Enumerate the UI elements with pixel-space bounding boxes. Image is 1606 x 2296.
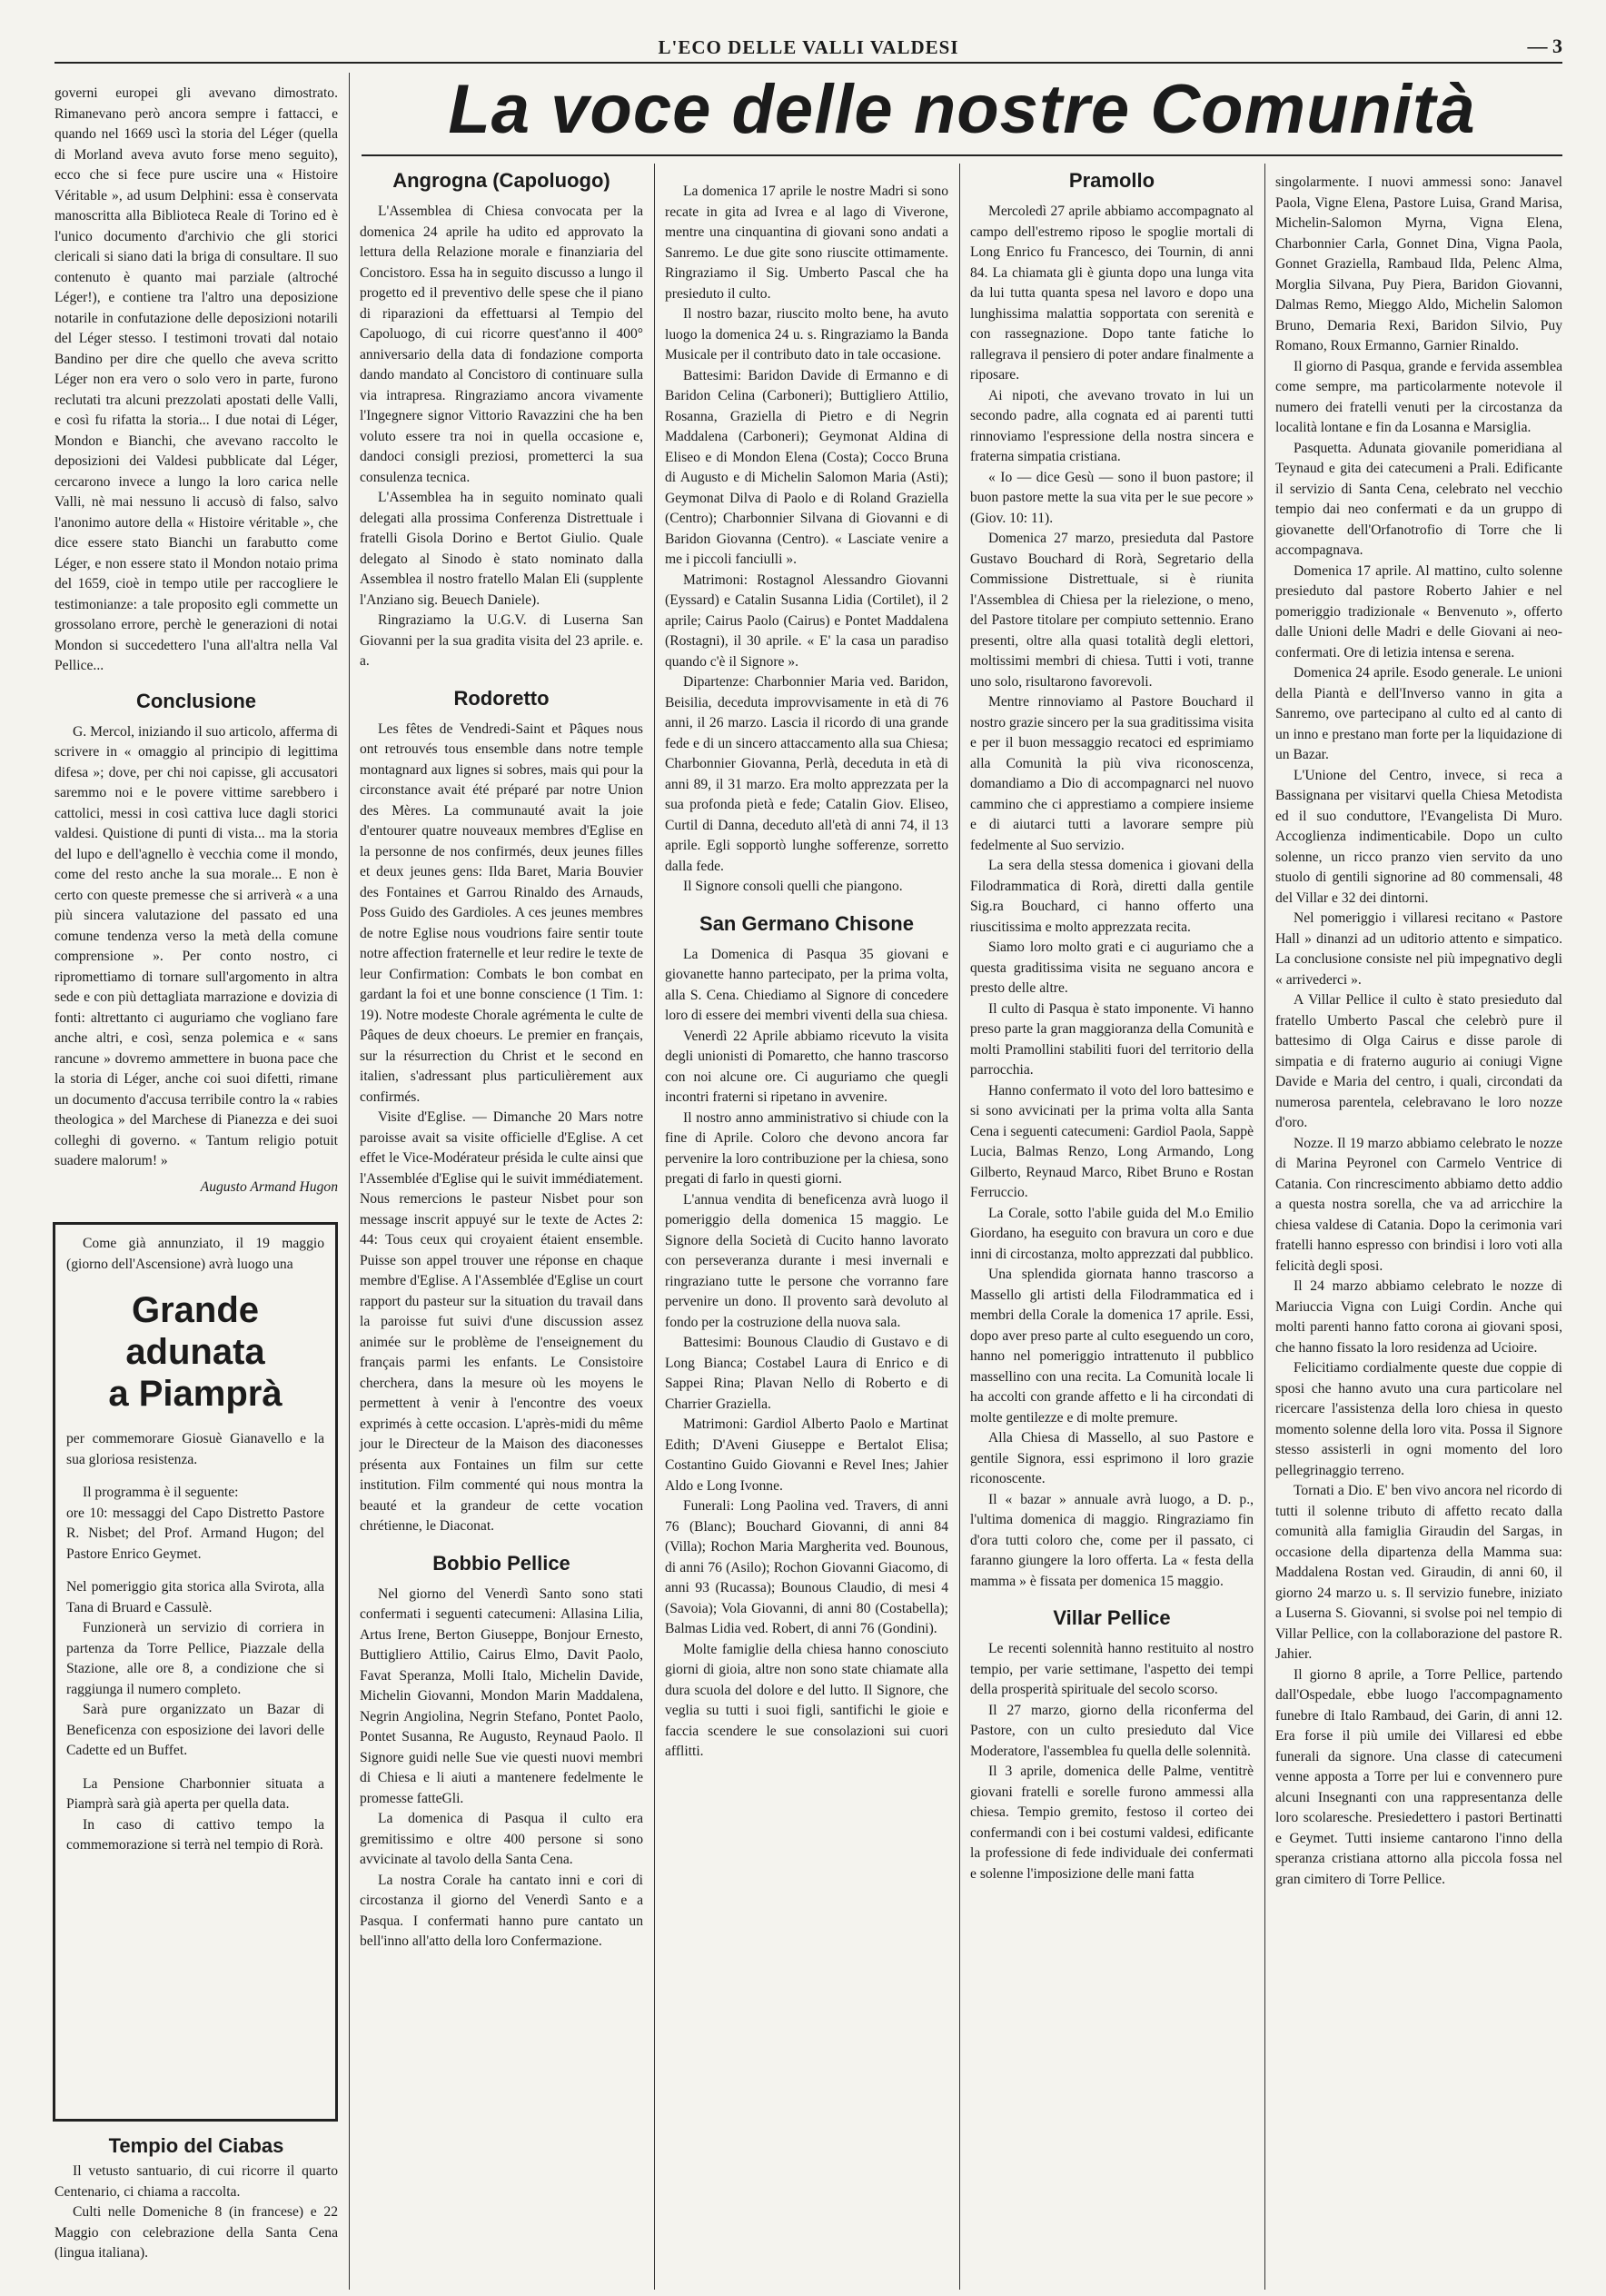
article-text: A Villar Pellice il culto è stato presieduto dal fratello Umberto Pascal che celebrò pure il battesimo di Olga Cairus e disse parole di simpatia e di fraterno augurio ai coniugi Vigne Davide e Maria del centro, i quali, circondati da numerosa parentela, celebravano le loro nozze d'oro. xyxy=(1275,992,1562,1130)
article-text: Il giorno 8 aprile, a Torre Pellice, partendo dall'Ospedale, ebbe luogo l'accompagnamento funebre di Italo Rambaud, dei Garin, di anni 12. Era forse il più umile dei Villaresi ed ebbe funerali da signore. Una classe di catecumeni venne apposta a Torre per lui e convennero pure alcuni Insegnanti con una rappresentanza delle loro scolaresche. Presiedettero i pastori Bertinatti e Geymet. Tutti insieme cantarono l'inno della speranza cristiana attorno alla piccola fossa nel gran cimitero di Torre Pellice. xyxy=(1275,1666,1562,1887)
article-text: Mentre rinnoviamo al Pastore Bouchard il nostro grazie sincero per la sua graditissima visita e per il buon messaggio recatoci ed esprimiamo alla Comunità la più viva riconoscenza, domandiamo a Dio di accompagnarci nel nuovo cammino che ci apprestiamo a compiere insieme e di aiutarci tutti a lavorare sempre più fedelmente al Suo servizio. xyxy=(970,694,1254,853)
article-text: L'Unione del Centro, invece, si reca a Bassignana per visitarvi quella Chiesa Metodista ed il suo conduttore, l'Evangelista Di Muro. Accoglienza indimenticabile. Dopo un culto solenne, un ricco pranzo vien servito da uno stuolo di gentili signorine ad 80 commensali, 48 del Villar e 32 dei dintorni. xyxy=(1275,767,1562,906)
author-signature: Augusto Armand Hugon xyxy=(200,1178,338,1195)
masthead-rule xyxy=(362,154,1562,156)
article-text: governi europei gli avevano dimostrato. Rimanevano però ancora sempre i fattacci, e quando nel 1669 uscì la storia del Léger (quella di Morland aveva avuto forse meno seguito), ecco che si fece pure uscire una « Histoire Véritable », ad usum Delphini: essa è conservata manoscritta alla Biblioteca Reale di Torino ed è l'unico documento d'archivio che gli storici clericali si siano dati la briga di consultare. Il suo contenuto è quanto mai parziale (altroché Léger!), e contiene tra l'altro una deposizione notarile in confutazione delle deposizioni notarili del Léger stesso. I testimoni trovati dal notaio Bandino per dire che quello che aveva scritto Léger non era vero o solo vero in parte, furono reclutati tra alcuni prezzolati apostati delle Valli, e così fu rifatta la storia... I due notai di Léger, Mondon e Bianchi, che avevano raccolto le deposizioni dei Valdesi pubblicate dal Léger, cercarono invece a lungo la loro carica nelle Valli, nè mai nessuno li accusò di falso, salvo l'anonimo autore della « Histoire véritable », che dice essere stato Bianchi un farabutto come Léger, e non essere stato il Mondon notaio prima del 1659, cioè in tempo utile per raccogliere le testimonianze: a tale proposito egli commette un grossolano errore, perchè le generazioni di notai Mondon si succedettero l'una all'altra nella Val Pellice... xyxy=(55,85,338,673)
column-divider xyxy=(349,73,350,2290)
section-masthead: La voce delle nostre Comunità xyxy=(448,71,1476,148)
article-text: La domenica di Pasqua il culto era gremitissimo e oltre 400 persone si sono avvicinate al tavolo della Santa Cena. xyxy=(360,1811,643,1867)
article-text: Ringraziamo la U.G.V. di Luserna San Giovanni per la sua gradita visita del 23 aprile. e. a. xyxy=(360,612,643,669)
article-text: G. Mercol, iniziando il suo articolo, afferma di scrivere in « omaggio al principio di legittima difesa »; dove, per chi noi capisse, gli accusatori saremmo noi e le povere vittime sarebbero i cattolici, messi in così cattiva luce dagli storici valdesi. Quistione di punti di vista... ma la storia del lupo e dell'agnello è vecchia come il mondo, come del resto anche la sua morale... E non è certo con queste premesse che si arriverà « a una più sincera valutazione del passato ed una comune tendenza verso la metà della comune comprensione ». Per conto nostro, ci ripromettiamo di tornare sull'argomento in altra sede e con più dettagliata marrazione e dovizia di fonti: altrettanto ci auguriamo che vogliano fare anche altri, e così, senza polemica e « sans rancune » dovremo ammettere in buona pace che la storia di Léger, anche coi suoi difetti, rimane un documento d'accusa terribile contro la « rabies theologica » del Marchese di Pianezza e dei suoi colleghi di governo. « Tantum religio potuit suadere malorum! » xyxy=(55,723,338,1168)
article-text: Il culto di Pasqua è stato imponente. Vi hanno preso parte la gran maggioranza della Comunità e molti Pramollini stabiliti fuori del territorio della parrocchia. xyxy=(970,1000,1254,1078)
article-text: Molte famiglie della chiesa hanno conosciuto giorni di gioia, altre non sono state chiamate alla dura scuola del dolore e del lutto. Il Signore, che veglia su tutti i suoi figli, santifichi le gioie e faccia scendere le sue consolazioni sui cuori afflitti. xyxy=(665,1641,948,1759)
announcement-text: Funzionerà un servizio di corriera in partenza da Torre Pellice, Piazzale della Stazione, alle ore 8, a condizione che si raggiunga il numero completo. xyxy=(66,1620,324,1697)
section-heading: San Germano Chisone xyxy=(699,911,914,935)
article-text: Dipartenze: Charbonnier Maria ved. Baridon, Beisilia, deceduta improvvisamente in età di 76 anni, il 26 marzo. Lascia il ricordo di una grande fede e di un sincero attaccamento alla sua Chiesa; Charbonnier Giovanna, Perlà, deceduta in età di anni 89, il 31 marzo. Era molto apprezzata per la sua profonda pietà e fede; Catalin Giov. Eliseo, Curtil di Danna, deceduto all'età di anni 74, il 13 aprile. Egli sopportò lunghe sofferenze, sorretto dalla fede. xyxy=(665,674,948,874)
section-heading: Rodoretto xyxy=(453,686,550,710)
column-4 xyxy=(970,164,1254,2290)
article-text: Domenica 17 aprile. Al mattino, culto solenne presieduto dal pastore Roberto Jahier e nel pomeriggio tradizionale « Benvenuto », offerto dalle Unioni delle Madri e delle Giovani ai neo-confermati. Ore di letizia intensa e serena. xyxy=(1275,562,1562,661)
article-text: Una splendida giornata hanno trascorso a Massello gli artisti della Filodrammatica ed i membri della Corale la domenica 17 aprile. Essi, dopo aver preso parte al culto eseguendo un coro, hanno nel pomeriggio intrattenuto il pubblico massellino con una recita. La Comunità locale li ha accolti con grande affetto e li ha circondati di molte gentilezze e di molte premure. xyxy=(970,1267,1254,1426)
article-text: Mercoledì 27 aprile abbiamo accompagnato al campo dell'estremo riposo le spoglie mortali di Long Enrico fu Francesco, dei Tournin, di anni 84. La chiamata gli è giunta dopo una lunga vita da lui tutta quanta spesa nel lavoro e dopo una lunghissima malattia sopportata con serenità e con rassegnazione. Dopo tante fatiche lo rallegrava il pensiero di poter andare finalmente a riposare. xyxy=(970,204,1254,383)
column-divider xyxy=(959,164,960,2290)
tempio-section xyxy=(55,2131,338,2276)
article-text: Tornati a Dio. E' ben vivo ancora nel ricordo di tutti il solenne tributo di affetto recato dalla comunità alla famiglia Giraudin del Sargas, in occasione della dipartenza della Mamma sua: Maddalena Rostan ved. Giraudin, di anni 60, il giorno 24 marzo u. s. Il servizio funebre, iniziato a Luserna S. Giovanni, si svolse poi nel tempio di Villar Pellice, con la collaborazione del pastore R. Jahier. xyxy=(1275,1483,1562,1662)
section-heading: Tempio del Ciabas xyxy=(108,2134,284,2157)
article-text: Il 24 marzo abbiamo celebrato le nozze di Mariuccia Vigna con Luigi Cordin. Anche qui molti parenti hanno fatto corona ai giovani sposi, che hanno fissato la loro residenza ad Ucioire. xyxy=(1275,1278,1562,1356)
section-heading: Conclusione xyxy=(135,689,256,712)
article-text: Ai nipoti, che avevano trovato in lui un secondo padre, alla cognata ed ai parenti tutti rinnoviamo l'espressione della nostra sincera e fraterna simpatia cristiana. xyxy=(970,387,1254,464)
article-text: Nel pomeriggio i villaresi recitano « Pastore Hall » dinanzi ad un uditorio attento e simpatico. La conclusione consiste nel più impegnativo degli « arrivederci ». xyxy=(1275,910,1562,988)
section-heading: Pramollo xyxy=(1068,169,1155,192)
section-heading: Villar Pellice xyxy=(1053,1606,1171,1629)
headline-line: a Piamprà xyxy=(108,1374,283,1414)
article-text: Battesimi: Baridon Davide di Ermanno e di Baridon Celina (Carboneri); Buttigliero Attilio, Rosanna, Graziella di Pietro e di Negrin Maddalena (Carboneri); Geymonat Aldina di Eliseo e di Mondon Elena (Costa); Cocco Bruna di Augusto e di Michelin Salomon Maria (Asti); Geymonat Dilva di Paolo e di Roland Graziella (Centro); Charbonnier Silvana di Giovanni e di Baridon Giovanna (Centro). « Lasciate venire a me i piccoli fanciulli ». xyxy=(665,367,948,567)
announcement-text: Sarà pure organizzato un Bazar di Beneficenza con esposizione dei lavori delle Cadette ed un Buffet. xyxy=(66,1702,324,1758)
article-text: La Domenica di Pasqua 35 giovani e giovanette hanno partecipato, per la prima volta, alla S. Cena. Chiediamo al Signore di concedere loro di essere dei membri viventi della sua chiesa. xyxy=(665,946,948,1023)
article-text: Les fêtes de Vendredi-Saint et Pâques nous ont retrouvés tous ensemble dans notre temple montagnard aux lignes si sobres, mais qui pour la circonstance avait été préparé par notre Union des Mères. La communauté avait la joie d'entourer quatre nouveaux membres d'Eglise en la personne de nos confirmés, deux jeunes filles et deux jeunes gens: Ilda Baret, Maria Bouvier des Fontaines et Garrou Rinaldo des Arnauds, Poss Guido des Gardioles. A ces jeunes membres de notre Eglise nous voudrions faire sentir toute notre affection fraternelle et leur redire le texte de leur Confirmation: Combats le bon combat en gardant la foi et une bonne conscience (1 Tim. 1: 19). Notre modeste Chorale agrémenta le culte de Pâques de deux choeurs. Le premier en français, sur la résurrection du Christ et le second en italien, s'adressant plus particulièrement aux confirmés. xyxy=(360,721,643,1105)
article-text: La sera della stessa domenica i giovani della Filodrammatica di Rorà, diretti dalla gentile Sig.ra Bouchard, ci hanno offerto una riuscitissima e molto apprezzata recita. xyxy=(970,858,1254,935)
section-heading: Angrogna (Capoluogo) xyxy=(392,169,610,192)
announcement-intro: Come già annunziato, il 19 maggio (giorno dell'Ascensione) avrà luogo una xyxy=(66,1236,324,1272)
article-text: Venerdì 22 Aprile abbiamo ricevuto la visita degli unionisti di Pomaretto, che hanno trascorso con noi alcune ore. Ci auguriamo che quegli incontri fraterni si ripetano in avvenire. xyxy=(665,1028,948,1105)
article-text: Il « bazar » annuale avrà luogo, a D. p., l'ultima domenica di maggio. Ringraziamo fin d'ora tutti coloro che, come per il passato, ci faranno giungere la loro offerta. La « festa della mamma » è fissata per domenica 15 maggio. xyxy=(970,1491,1254,1589)
article-text: L'Assemblea di Chiesa convocata per la domenica 24 aprile ha udito ed approvato la lettura della Relazione morale e finanziaria del Concistoro. Essa ha in seguito discusso a lungo il progetto ed il preventivo delle spese che il piano di riparazioni da effettuarsi al Tempio del Capoluogo, di cui ricorre quest'anno il 400° anniversario della data di fondazione comporta dando mandato al Concistoro di continuare sulla via intrapresa. Ringraziamo ancora vivamente l'Ingegnere signor Vittorio Ravazzini che ha ben voluto essere tra noi in quella occasione e, dandoci consigli preziosi, prometterci la sua consulenza tecnica. xyxy=(360,204,643,485)
headline-line: Grande adunata xyxy=(125,1290,265,1372)
announcement-box xyxy=(53,1222,338,2122)
article-text: Funerali: Long Paolina ved. Travers, di anni 76 (Blanc); Bouchard Giovanni, di anni 84 (Villa); Rochon Maria Margherita ved. Bounous, di anni 76 (Asilo); Rochon Giovanni Giacomo, di anni 93 (Rucassa); Bounous Claudio, di mesi 4 (Savoia); Vola Giovanni, di anni 80 (Costabella); Balmas Lidia ved. Robert, di anni 76 (Gondini). xyxy=(665,1498,948,1636)
article-text: Il nostro bazar, riuscito molto bene, ha avuto luogo la domenica 24 u. s. Ringraziamo la Banda Musicale per il contributo dato in tale occasione. xyxy=(665,306,948,363)
column-divider xyxy=(654,164,655,2290)
article-text: L'annua vendita di beneficenza avrà luogo il pomeriggio della domenica 15 maggio. Le Signore della Società di Cucito hanno lavorato con perseveranza durante i mesi invernali e ringraziano tutte le persone che vorranno fare pervenire un dono. Il provento sarà devoluto al fondo per la costruzione della nuova sala. xyxy=(665,1191,948,1330)
column-2 xyxy=(360,164,643,2290)
article-text: Battesimi: Bounous Claudio di Gustavo e di Long Bianca; Costabel Laura di Enrico e di Sappei Rina; Plavan Nello di Roberto e di Charrier Graziella. xyxy=(665,1335,948,1412)
article-text: singolarmente. I nuovi ammessi sono: Janavel Paola, Vigne Elena, Pastore Luisa, Grand Marisa, Michelin-Salomon Myrna, Vigna Elena, Charbonnier Carla, Gonnet Dina, Vigna Paola, Gonnet Graziella, Rambaud Ilda, Pelenc Alma, Morglia Silvana, Puy Piera, Baridon Giovanni, Dalmas Remo, Mieggo Aldo, Michelin Salomon Bruno, Demaria Rexi, Baridon Silvio, Puy Romano, Roux Ermanno, Garnier Rinaldo. xyxy=(1275,174,1562,353)
announcement-headline xyxy=(66,1289,324,1415)
article-text: Nozze. Il 19 marzo abbiamo celebrato le nozze di Marina Peyronel con Carmelo Ventrice di Catania. Con rincrescimento abbiamo detto addio a questa nostra sorella, che va ad arricchire la chiesa valdese di Catania. Dopo la cerimonia vari fratelli hanno espresso con brindisi i loro voti alla felicità degli sposi. xyxy=(1275,1135,1562,1274)
article-text: « Io — dice Gesù — sono il buon pastore; il buon pastore mette la sua vita per le sue pecore » (Giov. 10: 11). xyxy=(970,469,1254,526)
article-text: Il vetusto santuario, di cui ricorre il quarto Centenario, ci chiama a raccolta. xyxy=(55,2163,338,2200)
article-text: Le recenti solennità hanno restituito al nostro tempio, per varie settimane, l'aspetto dei tempi della prosperità spirituale del secolo scorso. xyxy=(970,1641,1254,1697)
article-text: Culti nelle Domeniche 8 (in francese) e 22 Maggio con celebrazione della Santa Cena (lingua italiana). xyxy=(55,2204,338,2261)
article-text: Domenica 24 aprile. Esodo generale. Le unioni della Piantà e dell'Inverso vanno in gita a Sanremo, ove partecipano al culto ed al canto di un inno e prestano man forte per la liquidazione di un Bazar. xyxy=(1275,665,1562,762)
article-text: Domenica 27 marzo, presieduta dal Pastore Gustavo Bouchard di Rorà, Segretario della Commissione Distrettuale, si è riunita l'Assemblea di Chiesa per la rielezione, o meno, del Pastore titolare per compiuto settennio. Erano presenti, oltre alla quasi totalità degli elettori, moltissimi membri di chiesa. Tutti i voti, tranne uno solo, risultarono favorevoli. xyxy=(970,531,1254,690)
article-text: La Corale, sotto l'abile guida del M.o Emilio Giordano, ha eseguito con bravura un coro e due inni di circostanza, molto apprezzati dal pubblico. xyxy=(970,1205,1254,1262)
article-text: Matrimoni: Gardiol Alberto Paolo e Martinat Edith; D'Aveni Giuseppe e Bertalot Elisa; Costantino Guido Giovanni e Revel Ines; Jahier Aldo e Long Ivonne. xyxy=(665,1416,948,1494)
article-text: Pasquetta. Adunata giovanile pomeridiana al Teynaud e gita dei catecumeni a Prali. Edificante il servizio di Santa Cena, celebrato nel vecchio tempio dai neo confermati e da un gruppo di giovanette dell'Orfanotrofio di Torre che li accompagnava. xyxy=(1275,440,1562,558)
column-3 xyxy=(665,182,948,2290)
announcement-text: Il programma è il seguente: xyxy=(83,1485,239,1500)
article-text: Siamo loro molto grati e ci auguriamo che a questa graditissima visita ne seguano ancora e presto delle altre. xyxy=(970,939,1254,996)
article-text: Il 3 aprile, domenica delle Palme, ventitrè giovani fratelli e sorelle furono ammessi alla chiesa. Tempio gremito, festoso il corteo dei confermandi con i bei costumi valdesi, edificante la professione di fede individuale dei confermati e solenne l'imposizione delle mani fatta xyxy=(970,1764,1254,1882)
announcement-text: Nel pomeriggio gita storica alla Svirota, alla Tana di Bruard e Cassulè. xyxy=(66,1579,324,1615)
column-5 xyxy=(1275,173,1562,2290)
article-text: Hanno confermato il voto del loro battesimo e si sono avvicinati per la prima volta alla Santa Cena i seguenti catecumeni: Gardiol Paola, Sappè Lucia, Balmas Renzo, Long Armando, Long Gilberto, Reynaud Marco, Ribet Bruno e Rostan Ferruccio. xyxy=(970,1082,1254,1200)
article-text: Felicitiamo cordialmente queste due coppie di sposi che hanno avuto una cura particolare nel ricercare l'assistenza della loro chiesa in questo momento solenne della loro vita. Possa il Signore stesso assisterli in ogni momento del loro pellegrinaggio terreno. xyxy=(1275,1360,1562,1478)
running-title: L'ECO DELLE VALLI VALDESI xyxy=(658,36,959,58)
article-text: La nostra Corale ha cantato inni e cori di circostanza il giorno del Venerdì Santo e a Pasqua. I confermati hanno pure cantato un bell'inno all'atto della loro Confermazione. xyxy=(360,1872,643,1949)
announcement-text: per commemorare Giosuè Gianavello e la sua gloriosa resistenza. xyxy=(66,1431,324,1467)
article-text: La domenica 17 aprile le nostre Madri si sono recate in gita ad Ivrea e al lago di Viverone, mentre una cinquantina di giovani sono andati a Sanremo. Le due gite sono riuscite ottimamente. Ringraziamo il Sig. Umberto Pascal che ha presieduto il culto. xyxy=(665,184,948,302)
page-number: — 3 xyxy=(1527,35,1562,57)
announcement-text: In caso di cattivo tempo la commemorazione si terrà nel tempio di Rorà. xyxy=(66,1816,324,1853)
article-text: L'Assemblea ha in seguito nominato quali delegati alla prossima Conferenza Distrettuale i fratelli Gisola Dorino e Bertot Giulio. Quale delegato al Sinodo è stato nominato dalla Assemblea il nostro fratello Malan Eli (supplente l'Anziano sig. Beuech Daniele). xyxy=(360,490,643,608)
article-text: Il 27 marzo, giorno della riconferma del Pastore, con un culto presieduto dal Vice Moderatore, l'assemblea fu quella delle solennità. xyxy=(970,1702,1254,1759)
section-heading: Bobbio Pellice xyxy=(432,1551,570,1575)
column-1 xyxy=(55,84,338,1195)
article-text: Visite d'Eglise. — Dimanche 20 Mars notre paroisse avait sa visite officielle d'Eglise. A cet effet le Vice-Modérateur présida le culte ainsi que l'Assemblée d'Eglise qui le suivit immédiatement. Nous remercions le pasteur Nisbet pour son message inscrit appuyé sur le texte de Actes 2: 44: Tous ceux qui croyaient étaient ensemble. Puisse son appel trouver une réponse en chaque membre d'Eglise. A l'Assemblée d'Eglise un court rapport du pasteur sur la situation du travail dans la paroisse fut suivi d'une discussion assez animée sur le problème de l'enseignement du français parmi les enfants. Le Consistoire cherchera, dans la mesure où les moyens le permettent à venir à l'encontre des voeux exprimés à cette occasion. L'après-midi du même jour le Directeur de la Maison des diaconesses présenta aux Fontaines un film sur cette institution. Film commenté qui nous montra la beauté et la grandeur de cette vocation chrétienne, le Diaconat. xyxy=(360,1109,643,1534)
article-text: Nel giorno del Venerdì Santo sono stati confermati i seguenti catecumeni: Allasina Lilia, Artus Irene, Berton Giuseppe, Bonjour Ernesto, Buttigliero Attilio, Cairus Elmo, Davit Paolo, Favat Speranza, Molli Italo, Michelin Davide, Michelin Giovanni, Mondon Marin Maddalena, Negrin Angiolina, Negrin Stefano, Pontet Paolo, Pontet Susanna, Re Augusto, Reynaud Paolo. Il Signore guidi nelle Sue vie questi nuovi membri di Chiesa e li aiuti a mantenere fedelmente le promesse fatteGli. xyxy=(360,1585,643,1806)
article-text: Alla Chiesa di Massello, al suo Pastore e gentile Signora, essi esprimono il loro grazie riconoscente. xyxy=(970,1430,1254,1486)
column-divider xyxy=(1264,164,1265,2290)
running-head xyxy=(55,35,1562,64)
article-text: Il nostro anno amministrativo si chiude con la fine di Aprile. Coloro che devono ancora far pervenire la loro contribuzione per la chiesa, sono pregati di farlo in questi giorni. xyxy=(665,1109,948,1187)
announcement-text: La Pensione Charbonnier situata a Piamprà sarà già aperta per quella data. xyxy=(66,1775,324,1812)
article-text: Il giorno di Pasqua, grande e fervida assemblea come sempre, ma particolarmente notevole il numero dei fratelli venuti per la circostanza da località lontane e fin da Losanna e Marsiglia. xyxy=(1275,358,1562,435)
announcement-text: ore 10: messaggi del Capo Distretto Pastore R. Nisbet; del Prof. Armand Hugon; del Pastore Enrico Geymet. xyxy=(66,1505,324,1562)
article-text: Il Signore consoli quelli che piangono. xyxy=(683,879,903,894)
article-text: Matrimoni: Rostagnol Alessandro Giovanni (Eyssard) e Catalin Susanna Lidia (Cortilet), il 2 aprile; Cairus Paolo (Cairus) e Pontet Maddalena (Rostagni), il 30 aprile. « E' la casa un paradiso quando c'è il Signore ». xyxy=(665,572,948,670)
